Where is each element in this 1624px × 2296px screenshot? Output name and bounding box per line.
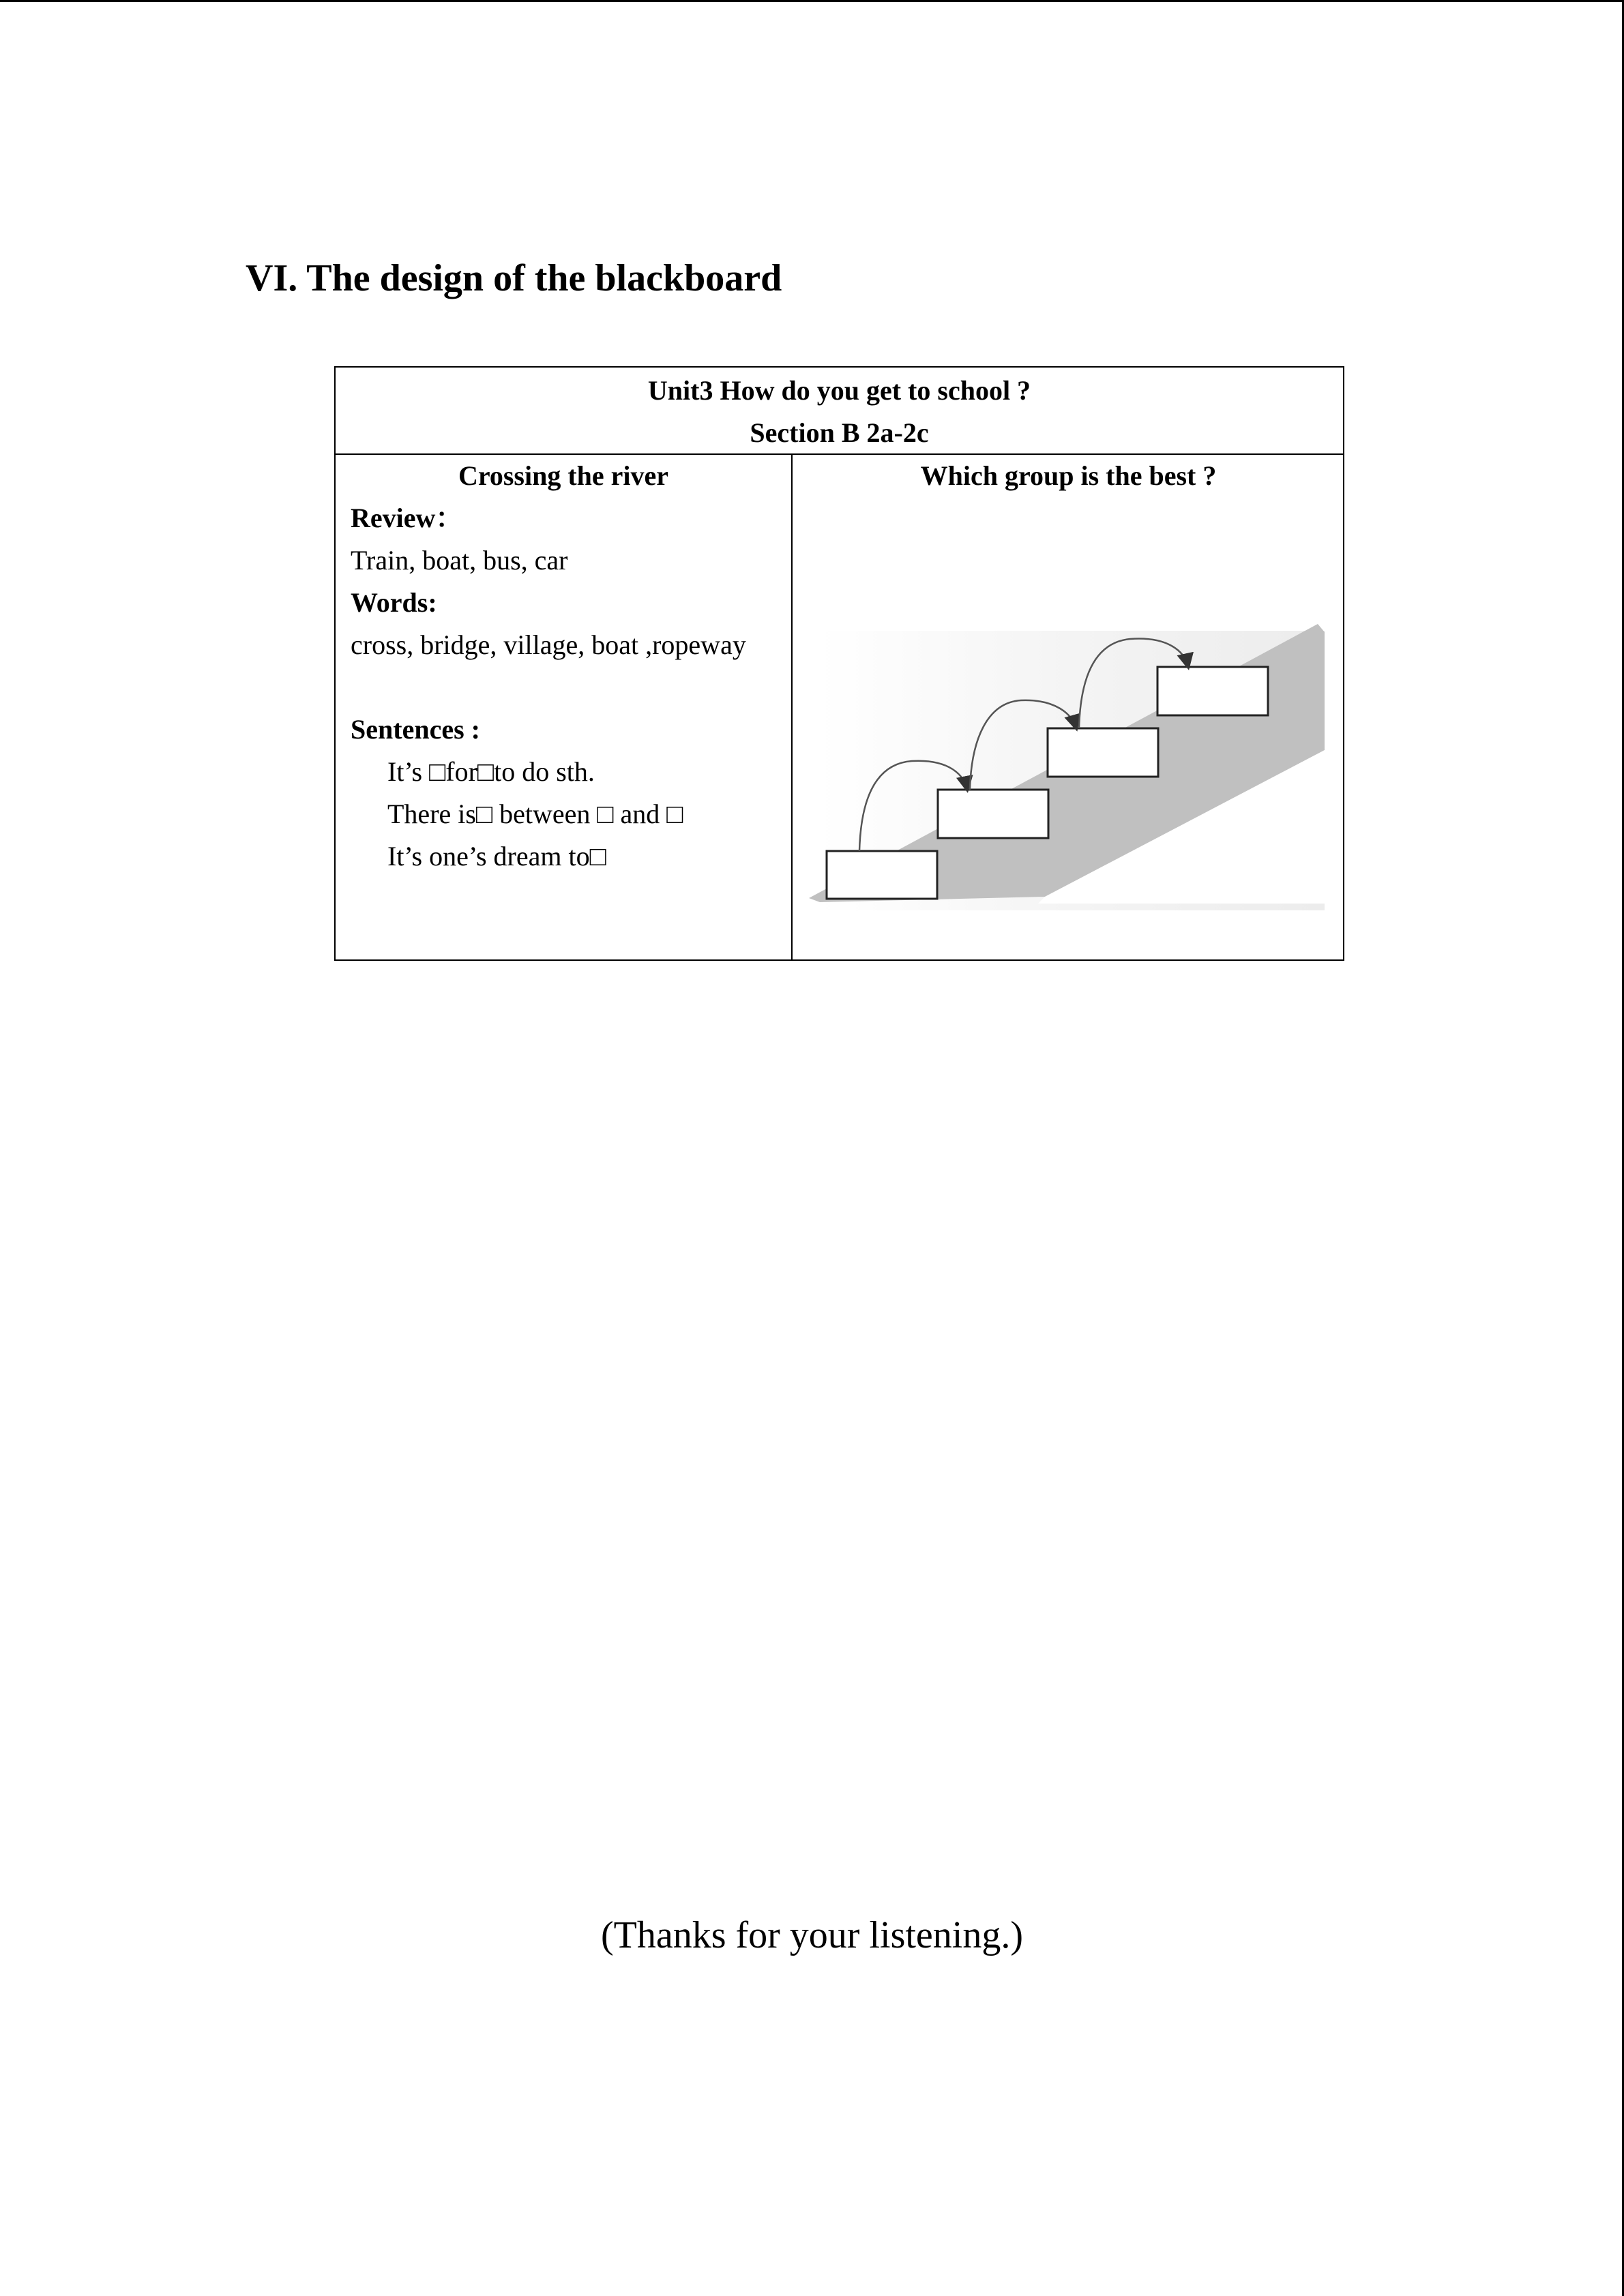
sentence-line: There is□ between □ and □ (387, 799, 683, 829)
step-box-3 (1048, 728, 1158, 777)
spacer (351, 666, 791, 709)
right-column (793, 455, 1344, 959)
words-text: cross, bridge, village, boat ,ropeway (351, 629, 746, 660)
board-subtitle: Section B 2a-2c (750, 417, 929, 448)
review-label: Review： (351, 503, 463, 533)
board-title: Unit3 How do you get to school ? (647, 375, 1031, 406)
sentences-label: Sentences : (351, 714, 480, 745)
sentence-line: It’s one’s dream to□ (387, 841, 606, 871)
right-column-title: Which group is the best ? (920, 460, 1217, 491)
left-column-title: Crossing the river (458, 460, 669, 491)
blackboard-design-table (334, 366, 1344, 961)
step-box-4 (1157, 667, 1268, 715)
section-heading: VI. The design of the blackboard (246, 257, 782, 299)
closing-remark: (Thanks for your listening.) (601, 1914, 1023, 1956)
step-box-1 (827, 851, 937, 899)
words-label: Words: (351, 587, 437, 618)
board-header (336, 368, 1343, 455)
sentence-line: It’s □for□to do sth. (387, 756, 595, 787)
step-box-2 (938, 790, 1048, 838)
left-column-body (336, 497, 791, 878)
left-column (336, 455, 791, 959)
staircase-illustration (799, 617, 1331, 910)
review-text: Train, boat, bus, car (351, 545, 568, 576)
top-border-rule (0, 0, 1624, 2)
